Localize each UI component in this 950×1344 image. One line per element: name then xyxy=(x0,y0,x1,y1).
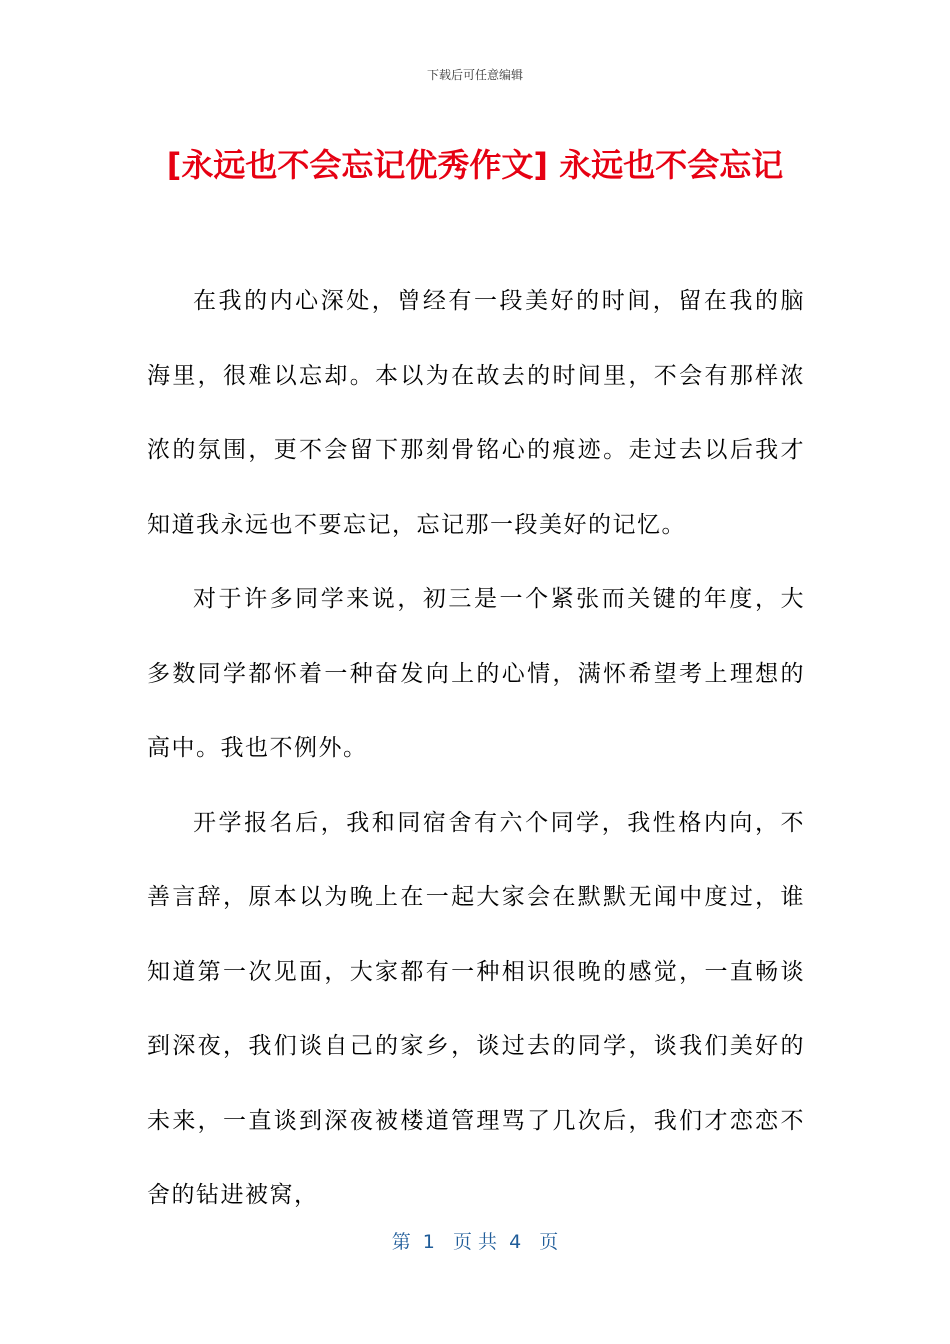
page-footer: 第 1 页 共 4 页 xyxy=(391,1231,559,1253)
paragraph-1: 在我的内心深处，曾经有一段美好的时间，留在我的脑海里，很难以忘却。本以为在故去的时间里，不会有那样浓浓的氛围，更不会留下那刻骨铭心的痕迹。走过去以后我才知道我永远也不要忘记，忘记那一段美好的记忆。 xyxy=(147,288,805,538)
paragraph-3: 开学报名后，我和同宿舍有六个同学，我性格内向，不善言辞，原本以为晚上在一起大家会在默默无闻中度过，谁知道第一次见面，大家都有一种相识很晚的感觉，一直畅谈到深夜，我们谈自己的家乡，谈过去的同学，谈我们美好的未来，一直谈到深夜被楼道管理骂了几次后，我们才恋恋不舍的钻进被窝， xyxy=(147,809,805,1208)
header-note: 下载后可任意编辑 xyxy=(426,68,523,82)
paragraph-2: 对于许多同学来说，初三是一个紧张而关键的年度，大多数同学都怀着一种奋发向上的心情，满怀希望考上理想的高中。我也不例外。 xyxy=(147,586,805,761)
document-body xyxy=(147,264,805,1233)
document-title: [永远也不会忘记优秀作文] 永远也不会忘记 xyxy=(166,146,784,184)
